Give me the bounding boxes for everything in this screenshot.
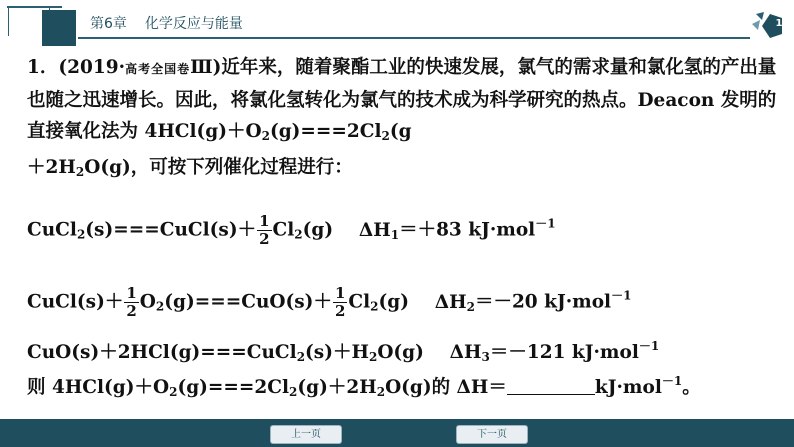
prev-page-button[interactable]: 上一页 [270, 425, 342, 444]
fraction-half: $\frac{1}{2}$ [126, 284, 137, 320]
footer-bar [0, 419, 794, 447]
equation-1: CuCl$_2$(s)===CuCl(s)＋ $\frac{1}{2}$ $Cl_2(g)$ $\Delta H_1=+83$ kJ·mol$^{-1}$ [27, 212, 556, 248]
source-suffix: Ⅲ) [190, 57, 222, 78]
next-page-button[interactable]: 下一页 [456, 425, 528, 444]
answer-blank [507, 380, 595, 395]
question-paragraph: 1．(2019·高考全国卷Ⅲ)近年来，随着聚酯工业的快速发展，氯气的需求量和氯化氢的产出量也随之迅速增长。因此，将氯化氢转化为氯气的技术成为科学研究的热点。Deacon 发明的直接氧化法为 $4HCl(g)+O_2(g)===2Cl_2(g$ $+2H_2O(g)$，可按下列催化过程进行： [27, 57, 777, 179]
header-divider [78, 37, 750, 39]
equation-2: CuCl(s)＋ $\frac{1}{2}$ $O_2(g)===CuO(s)+$ $\frac{1}{2}$ $Cl_2(g)$ $\Delta H_2=-20$ kJ·mol$^{-1}$ [27, 284, 632, 320]
chapter-title: 化学反应与能量 [144, 16, 243, 32]
question-intro: 近年来，随着聚酯工业的快速发展，氯气的需求量和氯化氢的产出量也随之迅速增长。因此，将氯化氢转化为氯气的技术成为科学研究的热点。Deacon 发明的直接氧化法为 4HCl(g)＋O [27, 57, 777, 142]
chapter-header [90, 13, 261, 33]
equation-question-line: 则 $4HCl(g)+O_2(g)===2Cl_2(g)+2H_2O(g)$的 ΔH＝ kJ·mol$^{-1}$。 [27, 374, 701, 399]
header-block-decoration [42, 10, 76, 46]
page-number: 1 [775, 18, 783, 29]
source-year: (2019· [58, 57, 126, 78]
fraction-half: $\frac{1}{2}$ [259, 212, 270, 248]
fraction-half: $\frac{1}{2}$ [334, 284, 346, 320]
equation-3: $CuO(s)+2HCl(g)===CuCl_2(s)+H_2O(g)$ $\Delta H_3=-121$ kJ·mol$^{-1}$ [27, 339, 660, 364]
source-name: 高考全国卷 [125, 62, 191, 76]
chapter-label: 第6章 [90, 16, 127, 32]
question-number: 1． [27, 57, 59, 78]
